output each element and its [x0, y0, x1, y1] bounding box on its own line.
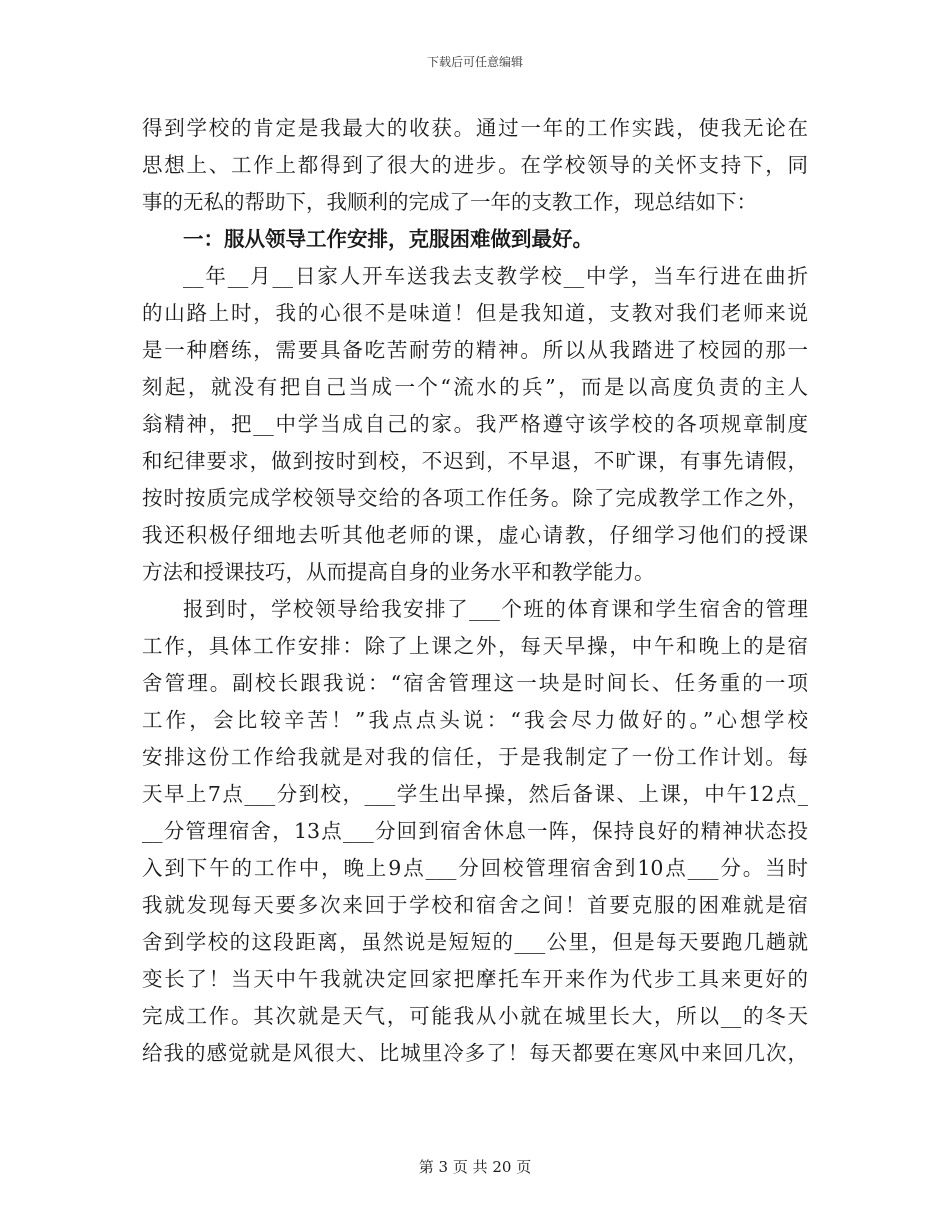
body-line: 和纪律要求，做到按时到校，不迟到，不早退，不旷课，有事先请假， — [142, 449, 808, 473]
body-line: 报到时，学校领导给我安排了___个班的体育课和学生宿舍的管理 — [183, 597, 808, 621]
body-line: 舍到学校的这段距离，虽然说是短短的___公里，但是每天要跑几趟就 — [142, 930, 808, 954]
body-line: 给我的感觉就是风很大、比城里冷多了！每天都要在寒风中来回几次， — [142, 1041, 808, 1065]
body-line: 思想上、工作上都得到了很大的进步。在学校领导的关怀支持下，同 — [142, 153, 808, 177]
body-line: 我还积极仔细地去听其他老师的课，虚心请教，仔细学习他们的授课 — [142, 523, 808, 547]
body-line: 入到下午的工作中，晚上9点___分回校管理宿舍到10点___分。当时 — [142, 856, 808, 880]
body-line: 刻起，就没有把自己当成一个“流水的兵”，而是以高度负责的主人 — [142, 375, 808, 399]
body-line: 是一种磨练，需要具备吃苦耐劳的精神。所以从我踏进了校园的那一 — [142, 338, 808, 362]
page-number: 第 3 页 共 20 页 — [418, 1158, 532, 1176]
body-line: __分管理宿舍，13点___分回到宿舍休息一阵，保持良好的精神状态投 — [142, 819, 808, 843]
body-line: 方法和授课技巧，从而提高自身的业务水平和教学能力。 — [142, 560, 655, 584]
body-line: 得到学校的肯定是我最大的收获。通过一年的工作实践，使我无论在 — [142, 116, 808, 140]
body-line: 工作，会比较辛苦！”我点点头说：“我会尽力做好的。”心想学校 — [142, 708, 808, 732]
body-line: 按时按质完成学校领导交给的各项工作任务。除了完成教学工作之外， — [142, 486, 808, 510]
body-line: 天早上7点___分到校，___学生出早操，然后备课、上课，中午12点_ — [142, 782, 808, 806]
body-line: 的山路上时，我的心很不是味道！但是我知道，支教对我们老师来说 — [142, 301, 808, 325]
body-line: 安排这份工作给我就是对我的信任，于是我制定了一份工作计划。每 — [142, 745, 808, 769]
body-line: __年__月__日家人开车送我去支教学校__中学，当车行进在曲折 — [183, 264, 808, 288]
body-line: 完成工作。其次就是天气，可能我从小就在城里长大，所以__的冬天 — [142, 1004, 808, 1028]
section-heading: 一：服从领导工作安排，克服困难做到最好。 — [183, 227, 593, 251]
body-line: 工作，具体工作安排：除了上课之外，每天早操，中午和晚上的是宿 — [142, 634, 808, 658]
body-line: 事的无私的帮助下，我顺利的完成了一年的支教工作，现总结如下： — [142, 190, 757, 214]
body-line: 舍管理。副校长跟我说：“宿舍管理这一块是时间长、任务重的一项 — [142, 671, 808, 695]
document-body — [142, 110, 808, 1072]
page-header: 下载后可任意编辑 — [426, 55, 523, 69]
body-line: 变长了！当天中午我就决定回家把摩托车开来作为代步工具来更好的 — [142, 967, 808, 991]
body-line: 我就发现每天要多次来回于学校和宿舍之间！首要克服的困难就是宿 — [142, 893, 808, 917]
body-line: 翁精神，把__中学当成自己的家。我严格遵守该学校的各项规章制度 — [142, 412, 808, 436]
